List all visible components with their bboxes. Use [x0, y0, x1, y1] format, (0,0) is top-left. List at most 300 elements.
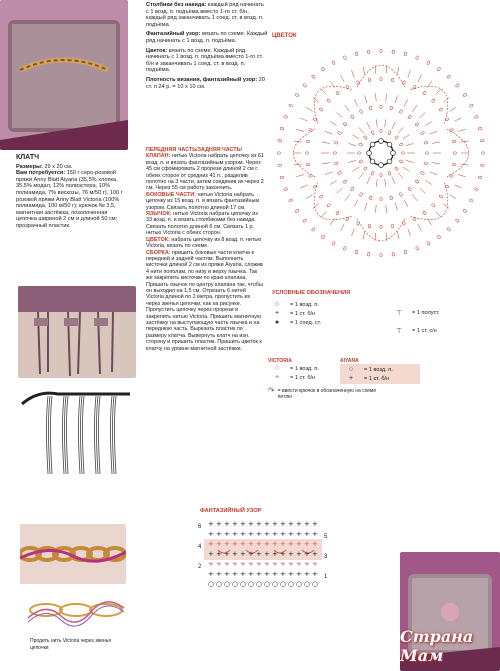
chain-mark: [431, 99, 435, 103]
fringe-strand: [47, 396, 49, 474]
stitch-mark: [325, 131, 332, 134]
stitch-mark: [354, 200, 358, 207]
petal-arc: [411, 86, 448, 123]
chain-mark: [387, 142, 392, 147]
legend-item: [390, 322, 490, 340]
chain-mark: [343, 180, 347, 184]
row-number-left: 4: [198, 544, 202, 550]
chain-mark: [424, 162, 428, 165]
stitch-symbol: +: [288, 550, 294, 558]
stitch-mark: [376, 179, 377, 187]
stitch-symbol: +: [280, 570, 286, 578]
aiyana-label: AIYANA: [340, 358, 359, 364]
legend-text: = 1 ст. б/н: [290, 310, 316, 317]
chain-mark: [408, 115, 412, 119]
legend-text: = 1 возд. п.: [364, 366, 393, 373]
stitch-symbol: +: [232, 560, 238, 568]
stitch-symbol: +: [232, 520, 238, 528]
chain-mark: [394, 135, 398, 139]
stitch-symbol: +: [224, 570, 230, 578]
stitch-symbol: +: [224, 560, 230, 568]
flower-chart-label: ЦВЕТОК: [272, 33, 297, 39]
stitch-symbol: ○: [208, 580, 215, 588]
chain-stitch-icon: ○: [348, 366, 354, 373]
clutch-photo-top: [0, 0, 128, 150]
flower-instr-title: ЦВЕТОК:: [146, 236, 170, 243]
stitch-symbol: +: [280, 540, 286, 548]
stitch-symbol: +: [208, 530, 214, 538]
legend-text: = 1 ст. с/н: [412, 328, 437, 334]
chain-mark: [420, 131, 424, 135]
stitch-symbol: +: [312, 530, 318, 538]
chain-mark: [359, 143, 363, 147]
chain-mark: [447, 75, 451, 79]
chain-mark: [427, 241, 431, 245]
chain-mark: [335, 91, 339, 95]
chain-mark: [380, 105, 382, 109]
stitch-symbol: +: [280, 560, 286, 568]
chain-mark: [452, 163, 456, 166]
chain-mark: [368, 78, 371, 82]
stitch-symbol: +: [216, 550, 222, 558]
stitch-mark: [398, 173, 403, 179]
stitch-mark: [406, 143, 414, 145]
stitch-symbol: ○: [256, 580, 263, 588]
fringe-strand: [81, 396, 83, 474]
stitch-mark: [325, 172, 332, 175]
chain-mark: [392, 50, 395, 54]
stitch-mark: [365, 95, 367, 103]
stitch-symbol: +: [256, 540, 262, 548]
stitch-symbol: +: [312, 560, 318, 568]
stitch-mark: [419, 113, 425, 118]
chain-mark: [321, 67, 325, 71]
chain-mark: [350, 187, 354, 191]
stitch-symbol: +: [240, 540, 246, 548]
chain-mark: [399, 160, 403, 164]
stitch-mark: [458, 175, 466, 177]
chain-mark: [474, 187, 478, 191]
chain-mark: [350, 115, 354, 119]
stitch-symbol: +: [288, 560, 294, 568]
chain-mark: [391, 224, 394, 228]
chain-mark: [415, 122, 419, 126]
legend-title: УСЛОВНЫЕ ОБОЗНАЧЕНИЯ: [272, 290, 351, 296]
chain-mark: [390, 106, 393, 110]
stitch-mark: [395, 95, 397, 103]
chain-mark: [420, 171, 424, 175]
chain-mark: [370, 159, 375, 164]
stitch-symbol: +: [312, 550, 318, 558]
chain-mark: [359, 160, 363, 164]
flower-text: вязать по схеме. Каждый ряд начинать с 1 возд. п. подъёма вместо 1-го ст. б/н и заканчивать 1 соед. ст. в возд. п. подъёма.: [146, 47, 264, 74]
stitch-symbol: +: [208, 570, 214, 578]
fringe-diagram: [18, 384, 136, 478]
stitch-mark: [375, 93, 376, 101]
chain-mark: [295, 93, 299, 97]
chain-mark: [388, 171, 392, 175]
chain-mark: [399, 143, 403, 147]
stitch-symbol: +: [264, 530, 270, 538]
stitch-mark: [397, 231, 399, 239]
chain-stitch-icon: ○: [274, 365, 280, 372]
chain-mark: [284, 187, 288, 191]
chain-mark: [478, 127, 482, 130]
chain-mark: [343, 122, 347, 126]
stitch-symbol: +: [224, 520, 230, 528]
sizes-value: 29 x 20 см.: [44, 163, 73, 170]
chain-caption: Продеть нить Victoria через звенья цепочки: [30, 638, 111, 651]
chain-mark: [380, 129, 382, 133]
stitch-mark: [432, 163, 440, 164]
fringe-strand: [97, 396, 99, 474]
chain-mark: [439, 107, 443, 111]
legend-text: = 1 ст. б/н: [364, 375, 390, 382]
stitch-mark: [321, 211, 326, 217]
stitch-symbol: +: [264, 570, 270, 578]
stitch-symbol: +: [288, 540, 294, 548]
chain-mark: [392, 252, 395, 256]
stitch-symbol: +: [272, 540, 278, 548]
legend-victoria: [268, 358, 338, 382]
chain-mark: [391, 78, 394, 82]
stitch-symbol: +: [224, 540, 230, 548]
stitch-symbol: ○: [272, 580, 279, 588]
chain-mark: [452, 140, 456, 143]
project-title: КЛАТЧ: [16, 154, 40, 161]
stitch-mark: [341, 224, 345, 231]
chain-mark: [399, 192, 403, 196]
fringe-strand: [79, 396, 81, 474]
stitch-symbol: +: [296, 540, 302, 548]
stitch-mark: [348, 143, 356, 145]
stitch-symbol: +: [256, 560, 262, 568]
flower-title: Цветок:: [146, 47, 168, 54]
chain-mark: [380, 225, 382, 229]
chain-mark: [359, 192, 363, 196]
row-number-left: 6: [198, 524, 202, 530]
chain-mark: [368, 224, 371, 228]
stitch-symbol: ○: [264, 580, 271, 588]
chain-mark: [437, 235, 441, 239]
legend-item: [268, 373, 338, 382]
chain-mark: [437, 67, 441, 71]
clutch-photo-illustration: [0, 0, 128, 150]
stitch-symbol: +: [272, 560, 278, 568]
chain-mark: [379, 163, 384, 168]
stitch-symbol: +: [248, 560, 254, 568]
stitch-symbol: +: [304, 540, 310, 548]
fringe-strand: [95, 396, 97, 474]
chain-mark: [363, 135, 367, 139]
chain-threading-diagram: [26, 592, 126, 632]
stitch-symbol: +: [264, 540, 270, 548]
stitch-mark: [348, 160, 356, 162]
chain-mark: [363, 166, 367, 170]
legend-text: = 1 возд. п.: [290, 365, 319, 372]
stitch-symbol: +: [280, 530, 286, 538]
stitch-symbol: +: [216, 520, 222, 528]
stitch-symbol: +: [240, 570, 246, 578]
stitch-mark: [385, 179, 386, 187]
stitch-symbol: +: [280, 550, 286, 558]
stitch-symbol: +: [216, 560, 222, 568]
stitch-mark: [352, 228, 355, 236]
stitch-symbol: +: [240, 550, 246, 558]
chain-mark: [387, 159, 392, 164]
fancy-chart-title: ФАНТАЗИЙНЫЙ УЗОР: [200, 508, 262, 514]
stitch-mark: [345, 194, 350, 200]
chain-mark: [305, 152, 309, 154]
stitch-mark: [408, 228, 411, 236]
chain-mark: [424, 141, 428, 144]
stitch-symbol: ○: [216, 580, 223, 588]
stitch-mark: [352, 167, 359, 171]
legend-item: [268, 318, 378, 327]
chain-mark: [469, 199, 473, 203]
chain-mark: [399, 109, 403, 113]
fringe-strand: [49, 396, 51, 474]
chain-mark: [469, 104, 473, 108]
chain-mark: [474, 115, 478, 119]
stitch-symbol: +: [272, 550, 278, 558]
chain-mark: [334, 162, 338, 165]
row-number-left: 2: [198, 564, 202, 570]
chain-mark: [404, 250, 407, 254]
petal-arc: [314, 183, 351, 220]
chain-mark: [327, 203, 331, 207]
chain-mark: [439, 194, 443, 198]
stitch-symbol: +: [264, 560, 270, 568]
chain-mark: [401, 152, 405, 154]
chain-mark: [481, 152, 485, 154]
stitch-symbol: +: [208, 540, 214, 548]
stitch-mark: [322, 163, 330, 164]
chain-mark: [371, 171, 375, 175]
stitch-mark: [454, 118, 461, 121]
chain-mark: [343, 56, 347, 60]
chain-mark: [278, 139, 282, 142]
chain-mark: [359, 109, 363, 113]
flower-instr-text: набрать цепочку из 8 возд. п. нитью Victoria, вязать по схеме.: [146, 236, 262, 250]
stitch-symbol: ○: [288, 580, 295, 588]
chain-illustration: [20, 524, 126, 584]
stitch-mark: [300, 118, 307, 121]
chain-mark: [369, 106, 372, 110]
chain-mark: [422, 91, 426, 95]
chain-mark: [478, 176, 482, 179]
stitch-mark: [412, 105, 417, 111]
legend-text: = 1 соед. ст.: [290, 319, 322, 326]
stitch-symbol: ○: [224, 580, 231, 588]
stitch-mark: [354, 99, 358, 106]
stitch-mark: [375, 205, 376, 213]
chain-mark: [333, 152, 337, 154]
stitch-symbol: +: [216, 540, 222, 548]
stitch-mark: [365, 203, 367, 211]
stitch-symbol: +: [248, 570, 254, 578]
stitch-mark: [427, 81, 432, 88]
petal-arc: [314, 86, 351, 123]
stitch-symbol: +: [288, 530, 294, 538]
chain-mark: [295, 209, 299, 213]
stitch-mark: [386, 93, 387, 101]
fringe-strand: [99, 396, 101, 474]
chain-mark: [415, 180, 419, 184]
stitch-symbol: +: [256, 570, 262, 578]
double-crochet-icon: ⊤: [395, 328, 403, 335]
chain-mark: [277, 152, 281, 154]
legend-note-text: = ввести крючок в обозначенную на схеме петлю: [277, 388, 377, 400]
petal-arc: [357, 219, 405, 241]
stitch-mark: [418, 75, 422, 82]
stitch-symbol: +: [216, 530, 222, 538]
chain-mark: [415, 56, 419, 60]
stitch-mark: [449, 107, 456, 111]
chain-mark: [388, 131, 392, 135]
chain-mark: [306, 163, 310, 166]
fringe-strand: [65, 396, 67, 474]
stitch-symbol: +: [272, 570, 278, 578]
stitch-mark: [313, 203, 319, 208]
need-text: 150 г серо-розовой пряжи Anny Blatt Aiyana (35,5% хлопка, 35,5% модал, 12% полиэстера, 10% полиамида, 7% вискозы, 76 м/50 г), 100 г розовой пряжи Anny Blatt Victoria (100% полиамида, 100 м/50 г); крючок № 3,5, магнитная застёжка, позолоченная цепочка шириной 2 см и длиной 50 см; прозрачный пластик.: [16, 170, 123, 229]
stitch-symbol: ○: [232, 580, 239, 588]
stitch-symbol: ○: [304, 580, 311, 588]
stitch-mark: [306, 195, 313, 199]
stitch-mark: [436, 211, 441, 217]
legend-item: [268, 300, 378, 309]
chain-mark: [311, 75, 315, 79]
stitch-mark: [404, 200, 408, 207]
chain-mark: [334, 141, 338, 144]
stitch-symbol: +: [304, 550, 310, 558]
tongue-title: ЯЗЫЧОК:: [146, 211, 172, 218]
need-label: Вам потребуется:: [16, 170, 66, 177]
chain-mark: [335, 211, 339, 215]
stitch-symbol: +: [232, 540, 238, 548]
stitch-mark: [352, 135, 359, 139]
chain-mark: [337, 171, 341, 175]
chain-mark: [289, 104, 293, 108]
chain-mark: [327, 99, 331, 103]
stitch-mark: [359, 173, 364, 179]
stitch-symbol: +: [304, 530, 310, 538]
legend-text: = 1 возд. п.: [290, 301, 319, 308]
stitch-mark: [443, 203, 449, 208]
stitch-mark: [429, 131, 436, 134]
legend-text: = 1 ст. б/н: [290, 374, 316, 381]
stitch-mark: [352, 70, 355, 78]
assembly-text: пришить боковые части клатча к передней и задней частям. Выполнить кисточки длиной 2 см из пряжи Aiyana, сложив 4 нити пополам, по низу и верху язычка. Так же закрепить кисточки по краю клапана. Пришить язычок по центру клапана так, чтобы он выходил на 1,5 см. Отрезать 6 нитей Victoria длиной по 2 метра, пропустить их через звенья цепочки, как на рисунке. Пропустить цепочку через прорези и закрепить нитью Victoria. Пришить магнитную застёжку на выступающую часть язычка и на переднюю часть. Вырезать пластик по размеру клатча. Вывернуть клатч на изн. сторону и пришить пластик. Пришить цветок к клатчу на уровне магнитной застёжки.: [146, 249, 263, 352]
legend-item: [342, 374, 418, 383]
chain-mark: [311, 227, 315, 231]
stitch-mark: [404, 99, 408, 106]
chain-mark: [425, 152, 429, 154]
sizes-label: Размеры:: [16, 163, 43, 170]
stitch-mark: [403, 167, 410, 171]
row-number-right: 1: [324, 574, 328, 580]
stitch-mark: [296, 175, 304, 177]
half-double-icon: ⊤: [395, 310, 403, 317]
chain-mark: [369, 196, 372, 200]
stitch-mark: [449, 195, 456, 199]
slip-stitch-icon: ●: [274, 319, 280, 326]
stitch-mark: [345, 105, 350, 111]
clutch-photo-bottom: [400, 552, 500, 671]
stitch-symbol: +: [208, 520, 214, 528]
front-text: нитью Victoria набрать цепочку из 61 возд. п. и вязать фантазийным узором. Через 45 см сфомировать 2 прорези длиной 2 см с обеих сторон от средних 41 п., разделив полотно на 3 части, затем соединив их через 2 см. Через 55 см работу закончить.: [146, 153, 264, 192]
stitch-symbol: +: [296, 520, 302, 528]
stitch-symbol: +: [208, 550, 214, 558]
stitch-mark: [385, 119, 386, 127]
chain-mark: [355, 52, 358, 56]
chain-mark: [370, 142, 375, 147]
legend-left: [268, 300, 378, 327]
chain-stitch-icon: ○: [274, 301, 280, 308]
chain-mark: [280, 127, 284, 130]
density-text: 20 ст. п 24 р. = 10 x 10 см.: [146, 76, 265, 90]
stitch-symbol: +: [264, 520, 270, 528]
stitch-mark: [392, 122, 395, 129]
watermark: Страна Мам: [400, 627, 474, 665]
curved-arrow-icon: ↷: [268, 386, 275, 395]
chain-mark: [380, 49, 382, 53]
stitch-mark: [408, 70, 411, 78]
stitch-mark: [425, 121, 432, 125]
chain-mark: [357, 152, 361, 154]
flower-chart: [262, 38, 500, 278]
stitch-mark: [386, 205, 387, 213]
stitch-mark: [412, 194, 417, 200]
fancy-pattern-chart: [196, 516, 336, 606]
density-title: Плотность вязания, фантазийный узор:: [146, 76, 258, 83]
tassel-photo: [18, 286, 136, 378]
fancy-text: вязать по схеме. Каждый ряд начинать с 1 возд. п. подъёма.: [146, 31, 268, 44]
stitch-symbol: +: [256, 520, 262, 528]
fringe-strand: [113, 396, 115, 474]
stitch-mark: [436, 89, 441, 95]
stitch-symbol: ○: [312, 580, 319, 588]
stitch-symbol: +: [264, 550, 270, 558]
stitch-symbol: +: [248, 520, 254, 528]
chain-mark: [280, 176, 284, 179]
chain-mark: [463, 209, 467, 213]
chain-mark: [278, 164, 282, 167]
chain-mark: [455, 219, 459, 223]
stitch-symbol: +: [232, 550, 238, 558]
chain-mark: [408, 187, 412, 191]
stitch-mark: [403, 135, 410, 139]
stitch-symbol: +: [312, 570, 318, 578]
stitch-symbol: +: [280, 520, 286, 528]
stitch-mark: [313, 97, 319, 102]
single-crochet-icon: +: [274, 374, 280, 381]
stitch-symbol: +: [224, 550, 230, 558]
stitch-mark: [367, 122, 370, 129]
legend-note: [268, 388, 378, 400]
stitch-symbol: +: [296, 560, 302, 568]
stitch-mark: [376, 119, 377, 127]
stitch-symbol: +: [256, 530, 262, 538]
stitch-symbol: +: [216, 570, 222, 578]
stitch-mark: [454, 185, 461, 188]
stitch-symbol: +: [312, 520, 318, 528]
stitch-mark: [458, 129, 466, 131]
stitch-symbol: ○: [240, 580, 247, 588]
fringe-strand: [111, 396, 113, 474]
stitch-mark: [363, 231, 365, 239]
chain-mark: [404, 52, 407, 56]
